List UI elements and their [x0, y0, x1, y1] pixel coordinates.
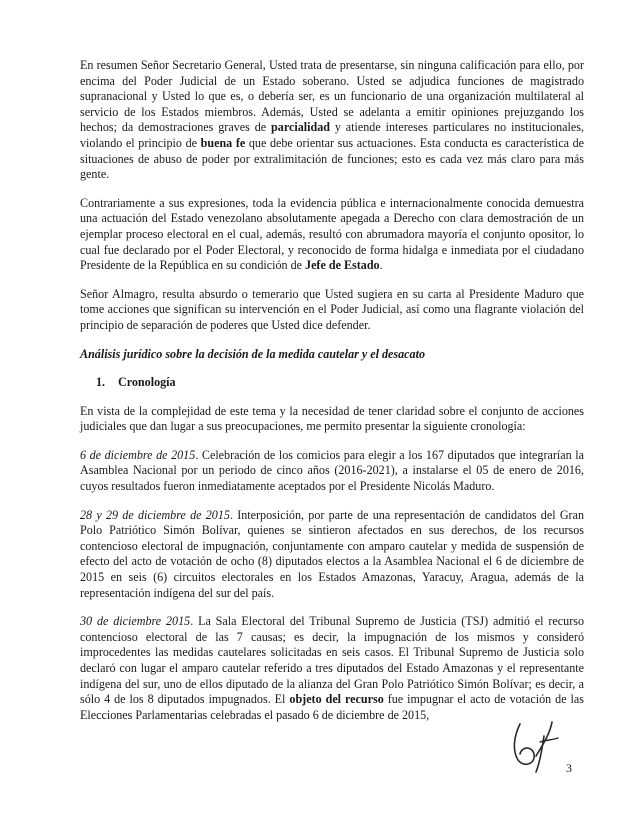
- paragraph-intro-cronologia: En vista de la complejidad de este tema y la necesidad de tener claridad sobre el conjunto de acciones judiciales que dan lugar a sus preocupaciones, me permito presentar la siguiente cronología:: [80, 403, 584, 434]
- bold-parcialidad: parcialidad: [271, 120, 330, 135]
- entry-text: . Interposición, por parte de una representación de candidatos del Gran Polo Patriótico Simón Bolívar, quienes se sintieron afectados en sus derechos, de los recursos contencioso electoral de impugnación, conjuntamente con amparo cautelar y medida de suspensión de efecto del acto de votación de ocho (8) diputados electos a la Asamblea Nacional el 6 de diciembre de 2015 en seis (6) circuitos electorales en los Estados Amazonas, Yaracuy, Aragua, además de la representación indígena del sur del país.: [80, 507, 584, 600]
- page-number: 3: [566, 761, 572, 775]
- handwritten-initials-signature: [506, 716, 562, 776]
- chronology-entry: [80, 508, 584, 602]
- paragraph-summary: En resumen Señor Secretario General, Usted trata de presentarse, sin ninguna calificación para ello, por encima del Poder Judicial de un Estado soberano. Usted se adjudica funciones de magistrado supranacional y Usted lo que es, o debería ser, es un funcionario de una organización multilateral al servicio de los Estados miembros. Además, Usted se adelanta a emitir opiniones prejuzgando los hechos; da demostraciones graves de parcialidad y atiende intereses particulares no institucionales, violando el principio de buena fe que debe orientar sus actuaciones. Esta conducta es característica de situaciones de abuso de poder por extralimitación de funciones; esto es cada vez más claro para más gente.: [80, 58, 584, 182]
- paragraph-contrariamente: Contrariamente a sus expresiones, toda la evidencia pública e internacionalmente conocida demuestra una actuación del Estado venezolano absolutamente apegada a Derecho con clara demostración de un ejemplar proceso electoral en el cual, además, resultó con abrumadora mayoría el conjunto opositor, lo cual fue declarado por el Poder Electoral, y reconocido de forma hidalga e inmediata por el ciudadano Presidente de la República en su condición de Jefe de Estado.: [80, 195, 584, 273]
- section-heading: Análisis jurídico sobre la decisión de la medida cautelar y el desacato: [80, 346, 425, 361]
- bold-jefe-de-estado: Jefe de Estado: [305, 258, 380, 273]
- entry-text: . Celebración de los comicios para elegir a los 167 diputados que integrarían la Asamblea Nacional por un periodo de cinco años (2016-2021), a instalarse el 05 de enero de 2016, cuyos resultados fueron inmediatamente aceptados por el Presidente Nicolás Maduro.: [80, 447, 584, 494]
- subsection-number: 1.: [96, 375, 106, 390]
- subsection-title: Cronología: [118, 375, 176, 390]
- entry-date: 30 de diciembre 2015: [80, 614, 191, 629]
- entry-date: 28 y 29 de diciembre de 2015: [80, 507, 230, 522]
- entry-text-rest: fue impugnar el acto de votación de las Elecciones Parlamentarias celebradas el pasado 6 de diciembre de 2015,: [80, 692, 584, 722]
- chronology-entry: [80, 614, 584, 723]
- paragraph-almagro: Señor Almagro, resulta absurdo o temerario que Usted sugiera en su carta al Presidente Maduro que tome acciones que significan su intervención en el Poder Judicial, así como una flagrante violación del principio de separación de poderes que Usted dice defender.: [80, 286, 584, 332]
- entry-date: 6 de diciembre de 2015: [80, 447, 196, 462]
- bold-objeto-del-recurso: objeto del recurso: [289, 692, 384, 707]
- subsection-heading: [80, 375, 584, 391]
- entry-text: . La Sala Electoral del Tribunal Supremo de Justicia (TSJ) admitió el recurso contencioso electoral de las 7 causas; es decir, la impugnación de los mismos y consideró improcedentes las medidas cautelares solicitadas en seis casos. El Tribunal Supremo de Justicia solo declaró con lugar el amparo cautelar referido a tres diputados del Estado Amazonas y el representante indígena del sur, uno de ellos diputado de la alianza del Gran Polo Patriótico Simón Bolívar; es decir, a sólo 4 de los 8 diputados impugnados. El: [80, 614, 584, 707]
- chronology-entry: [80, 448, 584, 495]
- bold-buena-fe: buena fe: [200, 135, 246, 150]
